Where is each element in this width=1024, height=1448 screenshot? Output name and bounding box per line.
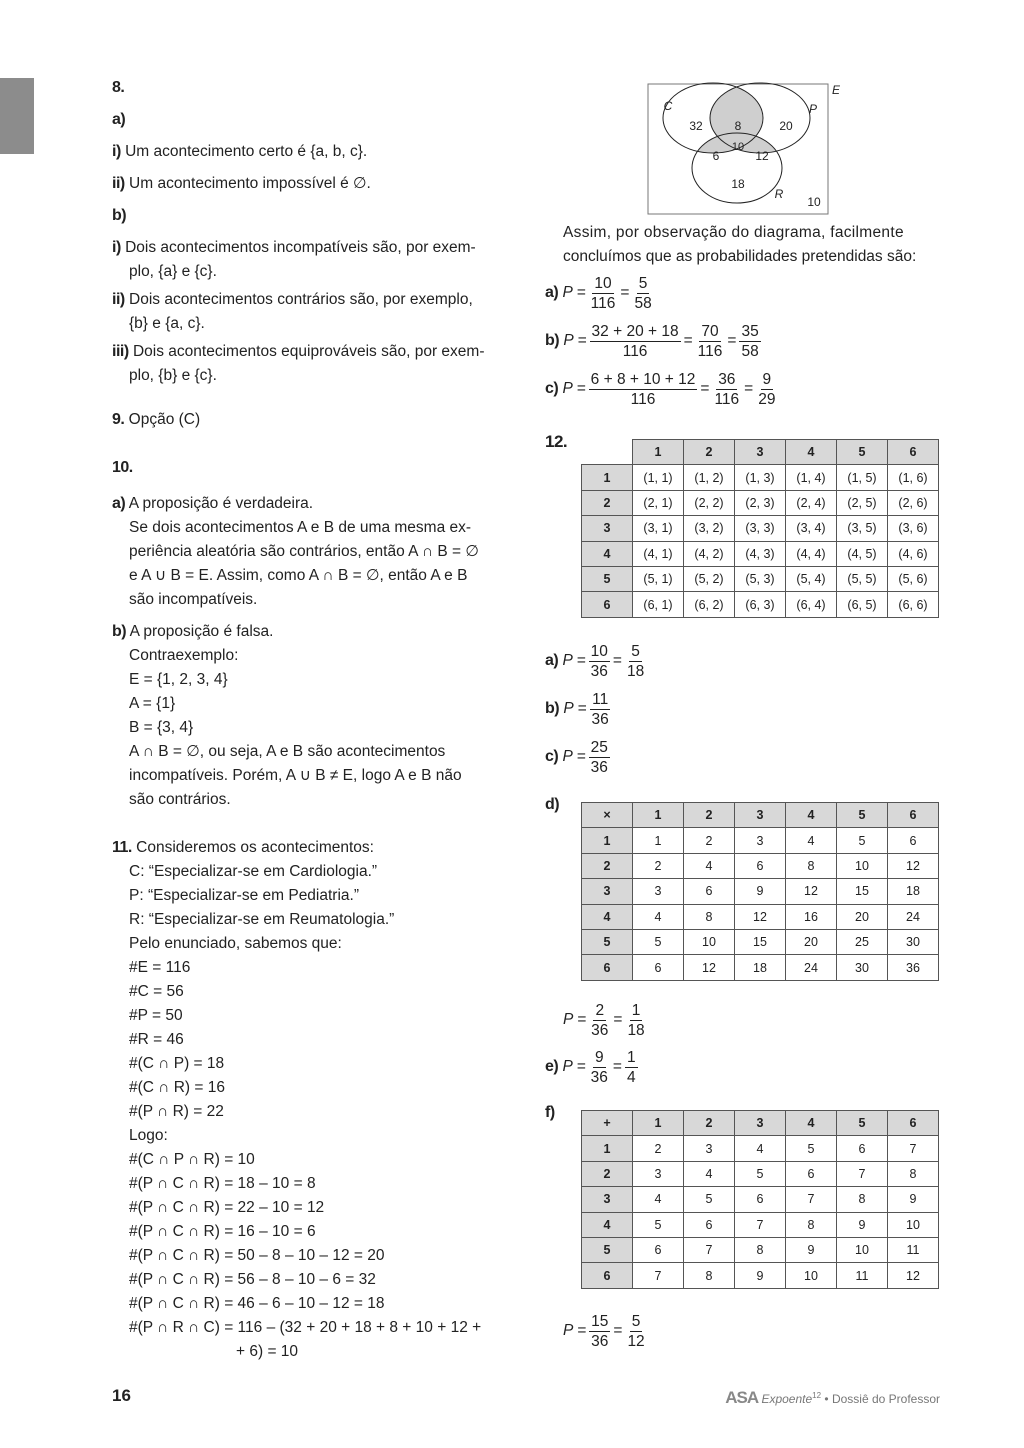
table-cell: 8 <box>786 853 837 878</box>
table-cell: (1, 2) <box>684 465 735 490</box>
table-cell: 3 <box>633 1161 684 1186</box>
table-row <box>582 1237 939 1262</box>
table-row <box>582 929 939 954</box>
q9: 9. Opção (C) <box>112 411 201 428</box>
table-cell: 24 <box>786 955 837 980</box>
table-header-cell: 1 <box>633 1111 684 1136</box>
q11-line: #E = 116 <box>129 959 191 976</box>
q8-a-i: i) Um acontecimento certo é {a, b, c}. <box>112 143 368 160</box>
q10-b-l7: são contrários. <box>129 791 231 808</box>
table-cell: 15 <box>735 929 786 954</box>
table-cell: (6, 1) <box>633 592 684 617</box>
table-cell: (2, 6) <box>888 490 939 515</box>
q11-line: #(C ∩ R) = 16 <box>129 1079 225 1096</box>
table-cell: (1, 3) <box>735 465 786 490</box>
table-cell: (2, 4) <box>786 490 837 515</box>
table-cell: 8 <box>735 1237 786 1262</box>
q12-b: b) P = $\frac{11}{36}$ <box>545 690 609 728</box>
q10-b: b) A proposição é falsa. <box>112 623 274 640</box>
q12-e <box>545 1043 641 1091</box>
table-cell: 24 <box>888 904 939 929</box>
table-cell: 11 <box>837 1263 888 1288</box>
table-cell: 12 <box>786 879 837 904</box>
q12-c: c) P = $\frac{25}{36}$ <box>545 738 608 776</box>
table-row <box>582 1187 939 1212</box>
table-cell: (4, 6) <box>888 541 939 566</box>
table-row-header: 1 <box>582 465 633 490</box>
table-row <box>582 904 939 929</box>
table-cell: 5 <box>633 1212 684 1237</box>
table-header-cell: 3 <box>735 803 786 828</box>
q12-number: 12. <box>545 432 568 451</box>
q11-line: #(C ∩ P) = 18 <box>129 1055 225 1072</box>
q10-a: a) A proposição é verdadeira. <box>112 495 314 512</box>
table-cell: 18 <box>735 955 786 980</box>
table-cell: (6, 2) <box>684 592 735 617</box>
q11-line: C: “Especializar-se em Cardiologia.” <box>129 863 378 880</box>
q11-line: #C = 56 <box>129 983 184 1000</box>
q8-b-ii-cont: {b} e {a, c}. <box>129 315 205 332</box>
table-cell: 8 <box>684 1263 735 1288</box>
table-cell: 6 <box>735 853 786 878</box>
table-row <box>582 541 939 566</box>
table-row <box>582 516 939 541</box>
table-cell: 36 <box>888 955 939 980</box>
table-row-header: 4 <box>582 904 633 929</box>
table-row <box>582 879 939 904</box>
table-cell: 30 <box>837 955 888 980</box>
table-cell: (1, 6) <box>888 465 939 490</box>
table-cell: 11 <box>888 1237 939 1262</box>
q8-b-label: b) <box>112 207 127 224</box>
table-header-cell: 2 <box>684 440 735 465</box>
q11-line: #R = 46 <box>129 1031 184 1048</box>
table-cell: 6 <box>735 1187 786 1212</box>
table-cell: (5, 3) <box>735 566 786 591</box>
table-cell: 9 <box>735 879 786 904</box>
table-cell: 7 <box>684 1237 735 1262</box>
table-cell: 3 <box>684 1136 735 1161</box>
table-header-cell: 5 <box>837 803 888 828</box>
table-cell: 2 <box>633 853 684 878</box>
q10-b-l2: E = {1, 2, 3, 4} <box>129 671 228 688</box>
table-cell: (2, 3) <box>735 490 786 515</box>
table-cell: (6, 3) <box>735 592 786 617</box>
page-number: 16 <box>112 1386 131 1405</box>
venn-c-only: 32 <box>689 119 703 133</box>
table-corner <box>582 440 633 465</box>
q10-b-l3: A = {1} <box>129 695 176 712</box>
table-row <box>582 1136 939 1161</box>
table-cell: 9 <box>837 1212 888 1237</box>
q11-line: #P = 50 <box>129 1007 183 1024</box>
q10-b-l5: A ∩ B = ∅, ou seja, A e B são acontecimentos <box>129 743 446 760</box>
q11-complement-line: #(P ∩ C ∩ R) = 46 – 6 – 10 – 12 = 18 <box>129 1295 385 1312</box>
q8-b-iii: iii) Dois acontecimentos equiprováveis são, por exem- <box>112 343 485 360</box>
right-column <box>545 221 941 413</box>
table-cell: 10 <box>837 853 888 878</box>
table-row-header: 2 <box>582 1161 633 1186</box>
table-cell: 12 <box>888 1263 939 1288</box>
prob-a: a) P = $\frac{10}{116}$ = $\frac{5}{58}$ <box>545 274 652 312</box>
table-row <box>582 566 939 591</box>
table-row-header: 2 <box>582 490 633 515</box>
table-row-header: 5 <box>582 929 633 954</box>
table-header-cell: 3 <box>735 1111 786 1136</box>
table-cell: (2, 5) <box>837 490 888 515</box>
table-header-cell: 1 <box>633 440 684 465</box>
left-column <box>112 76 508 1364</box>
table-cell: 4 <box>786 828 837 853</box>
table-header-cell: × <box>582 803 633 828</box>
table-cell: 4 <box>735 1136 786 1161</box>
table-cell: 3 <box>735 828 786 853</box>
prob-b: b) P = $\frac{32 + 20 + 18}{116}$ = $\frac{70}{116}$ = $\frac{35}{58}$ <box>545 322 759 360</box>
table-cell: (6, 4) <box>786 592 837 617</box>
venn-pr: 12 <box>755 149 769 163</box>
q12-abc <box>545 637 649 781</box>
table-cell: 6 <box>633 955 684 980</box>
table-cell: (1, 5) <box>837 465 888 490</box>
q8-a-label: a) <box>112 111 126 128</box>
q10-b-l1: Contraexemplo: <box>129 647 239 664</box>
table-header-cell: 6 <box>888 803 939 828</box>
table-row-header: 6 <box>582 592 633 617</box>
table-cell: 5 <box>786 1136 837 1161</box>
q12-f-prob: P = $\frac{15}{36}$ = $\frac{5}{12}$ <box>563 1312 645 1350</box>
table-cell: 4 <box>633 904 684 929</box>
table-row <box>582 465 939 490</box>
table-row-header: 6 <box>582 955 633 980</box>
q12-d-prob: P = $\frac{2}{36}$ = $\frac{1}{18}$ <box>563 1001 645 1039</box>
table-cell: (5, 6) <box>888 566 939 591</box>
table-row <box>582 853 939 878</box>
q11-last: + 6) = 10 <box>236 1343 299 1360</box>
table-cell: 4 <box>684 1161 735 1186</box>
table-cell: (3, 2) <box>684 516 735 541</box>
table-header-cell: 6 <box>888 440 939 465</box>
table-header-cell: 5 <box>837 440 888 465</box>
table-row-header: 2 <box>582 853 633 878</box>
table-row-header: 1 <box>582 828 633 853</box>
table-cell: 8 <box>786 1212 837 1237</box>
table-cell: 6 <box>888 828 939 853</box>
table-cell: 5 <box>837 828 888 853</box>
q11-intro: 11. Consideremos os acontecimentos: <box>112 839 374 856</box>
q11-line: Pelo enunciado, sabemos que: <box>129 935 342 952</box>
q11-complement-line: #(P ∩ C ∩ R) = 56 – 8 – 10 – 6 = 32 <box>129 1271 376 1288</box>
intro-line-1: Assim, por observação do diagrama, facilmente <box>563 224 904 241</box>
q12-d-label: d) <box>545 796 560 813</box>
table-row <box>582 592 939 617</box>
q8-b-iii-cont: plo, {b} e {c}. <box>129 367 217 384</box>
table-row-header: 6 <box>582 1263 633 1288</box>
table-cell: 2 <box>684 828 735 853</box>
table-cell: 10 <box>888 1212 939 1237</box>
table-row <box>582 1212 939 1237</box>
table-row-header: 3 <box>582 1187 633 1212</box>
table-cell: 5 <box>633 929 684 954</box>
table-cell: (2, 2) <box>684 490 735 515</box>
table-cell: 12 <box>735 904 786 929</box>
table-cell: (5, 1) <box>633 566 684 591</box>
sum-table <box>581 1110 939 1289</box>
venn-outside: 10 <box>807 195 821 209</box>
q11-line: #(C ∩ P ∩ R) = 10 <box>129 1151 255 1168</box>
q10-a-l4: são incompatíveis. <box>129 591 258 608</box>
table-cell: (6, 5) <box>837 592 888 617</box>
table-header-cell: + <box>582 1111 633 1136</box>
table-cell: 4 <box>633 1187 684 1212</box>
venn-label-c: C <box>663 99 673 113</box>
table-cell: 9 <box>735 1263 786 1288</box>
table-cell: 7 <box>837 1161 888 1186</box>
table-cell: 15 <box>837 879 888 904</box>
venn-label-r: R <box>774 187 784 201</box>
table-cell: (3, 1) <box>633 516 684 541</box>
table-cell: (5, 2) <box>684 566 735 591</box>
table-cell: 7 <box>735 1212 786 1237</box>
q10-a-l1: Se dois acontecimentos A e B de uma mesma ex- <box>129 519 472 536</box>
table-row <box>582 828 939 853</box>
table-cell: (3, 6) <box>888 516 939 541</box>
table-cell: 10 <box>684 929 735 954</box>
q12-e-prob: e) P = $\frac{9}{36}$ = $\frac{1}{4}$ <box>545 1048 636 1086</box>
q8-a-ii: ii) Um acontecimento impossível é ∅. <box>112 175 371 192</box>
q10-number: 10. <box>112 459 133 476</box>
table-cell: 7 <box>786 1187 837 1212</box>
table-header-cell: 3 <box>735 440 786 465</box>
table-header-cell: 4 <box>786 803 837 828</box>
table-cell: 5 <box>735 1161 786 1186</box>
table-header-cell: 5 <box>837 1111 888 1136</box>
table-header-cell: 6 <box>888 1111 939 1136</box>
q11-complement-line: #(P ∩ R ∩ C) = 116 – (32 + 20 + 18 + 8 + 10 + 12 + <box>129 1319 482 1336</box>
table-cell: (4, 4) <box>786 541 837 566</box>
table-cell: 10 <box>786 1263 837 1288</box>
q12-f <box>563 1307 650 1355</box>
table-cell: 6 <box>786 1161 837 1186</box>
footer-brand: ASA Expoente$^{12}$ • Dossiê do Professor <box>725 1388 940 1407</box>
table-row <box>582 1263 939 1288</box>
table-header-cell: 1 <box>633 803 684 828</box>
table-cell: 9 <box>786 1237 837 1262</box>
prob-c: c) P = $\frac{6 + 8 + 10 + 12}{116}$ = $\frac{36}{116}$ = $\frac{9}{29}$ <box>545 370 776 408</box>
venn-cpr: 10 <box>731 141 745 153</box>
table-cell: 6 <box>684 1212 735 1237</box>
table-cell: (4, 1) <box>633 541 684 566</box>
venn-label-p: P <box>808 102 818 116</box>
q11-lines <box>112 860 508 1340</box>
table-header-row <box>582 803 939 828</box>
q11-complement-line: #(P ∩ C ∩ R) = 22 – 10 = 12 <box>129 1199 325 1216</box>
table-header-cell: 4 <box>786 440 837 465</box>
table-cell: 30 <box>888 929 939 954</box>
table-cell: (3, 3) <box>735 516 786 541</box>
product-table <box>581 802 939 981</box>
table-row-header: 4 <box>582 541 633 566</box>
q12-a: a) P = $\frac{10}{36}$ = $\frac{5}{18}$ <box>545 642 645 680</box>
table-cell: 7 <box>888 1136 939 1161</box>
q11-line: P: “Especializar-se em Pediatria.” <box>129 887 359 904</box>
table-cell: (4, 5) <box>837 541 888 566</box>
table-header-cell: 4 <box>786 1111 837 1136</box>
table-cell: 5 <box>684 1187 735 1212</box>
table-cell: 8 <box>888 1161 939 1186</box>
venn-diagram <box>640 80 840 220</box>
venn-cp: 8 <box>734 119 742 133</box>
table-row <box>582 955 939 980</box>
table-row-header: 3 <box>582 516 633 541</box>
section-tab <box>0 78 34 154</box>
q12-f-label: f) <box>545 1104 555 1121</box>
q12-d <box>563 996 650 1044</box>
q8-b-i-cont: plo, {a} e {c}. <box>129 263 217 280</box>
table-cell: 6 <box>837 1136 888 1161</box>
table-cell: (6, 6) <box>888 592 939 617</box>
table-cell: 2 <box>633 1136 684 1161</box>
table-cell: (5, 4) <box>786 566 837 591</box>
table-cell: 6 <box>633 1237 684 1262</box>
venn-p-only: 20 <box>779 119 793 133</box>
q11-line: #(P ∩ R) = 22 <box>129 1103 224 1120</box>
table-header-row <box>582 1111 939 1136</box>
table-cell: (4, 2) <box>684 541 735 566</box>
q10-b-l4: B = {3, 4} <box>129 719 194 736</box>
q11-complement-line: #(P ∩ C ∩ R) = 18 – 10 = 8 <box>129 1175 316 1192</box>
q8-b-i: i) Dois acontecimentos incompatíveis são, por exem- <box>112 239 476 256</box>
table-cell: (1, 4) <box>786 465 837 490</box>
table-cell: (5, 5) <box>837 566 888 591</box>
table-cell: (1, 1) <box>633 465 684 490</box>
table-header-cell: 2 <box>684 803 735 828</box>
table-header-cell: 2 <box>684 1111 735 1136</box>
intro-line-2: concluímos que as probabilidades pretendidas são: <box>563 248 917 265</box>
q11-complement-line: #(P ∩ C ∩ R) = 16 – 10 = 6 <box>129 1223 316 1240</box>
table-cell: (4, 3) <box>735 541 786 566</box>
table-cell: 10 <box>837 1237 888 1262</box>
table-header-row <box>582 440 939 465</box>
table-cell: 25 <box>837 929 888 954</box>
table-row <box>582 490 939 515</box>
table-cell: 1 <box>633 828 684 853</box>
table-row <box>582 1161 939 1186</box>
table-cell: 20 <box>837 904 888 929</box>
q10-a-l3: e A ∪ B = E. Assim, como A ∩ B = ∅, então A e B <box>129 567 468 584</box>
table-cell: (3, 4) <box>786 516 837 541</box>
table-cell: 12 <box>684 955 735 980</box>
table-row-header: 1 <box>582 1136 633 1161</box>
q8-number: 8. <box>112 79 125 96</box>
table-row-header: 3 <box>582 879 633 904</box>
venn-label-e: E <box>831 83 840 97</box>
table-row-header: 4 <box>582 1212 633 1237</box>
q10-a-l2: periência aleatória são contrários, então A ∩ B = ∅ <box>129 543 479 560</box>
q11-complement-line: #(P ∩ C ∩ R) = 50 – 8 – 10 – 12 = 20 <box>129 1247 385 1264</box>
table-cell: (2, 1) <box>633 490 684 515</box>
table-cell: 9 <box>888 1187 939 1212</box>
table-cell: 7 <box>633 1263 684 1288</box>
table-cell: 6 <box>684 879 735 904</box>
outcomes-table <box>581 439 939 618</box>
table-cell: 16 <box>786 904 837 929</box>
q11-line: Logo: <box>129 1127 168 1144</box>
venn-r-only: 18 <box>731 177 745 191</box>
table-row-header: 5 <box>582 566 633 591</box>
table-cell: 20 <box>786 929 837 954</box>
q8-b-ii: ii) Dois acontecimentos contrários são, por exemplo, <box>112 291 473 308</box>
venn-cr: 6 <box>712 149 720 163</box>
table-cell: 8 <box>837 1187 888 1212</box>
q10-b-l6: incompatíveis. Porém, A ∪ B ≠ E, logo A e B não <box>129 767 462 784</box>
q11-line: R: “Especializar-se em Reumatologia.” <box>129 911 395 928</box>
table-cell: (3, 5) <box>837 516 888 541</box>
table-cell: 4 <box>684 853 735 878</box>
table-row-header: 5 <box>582 1237 633 1262</box>
table-cell: 12 <box>888 853 939 878</box>
table-cell: 18 <box>888 879 939 904</box>
table-cell: 3 <box>633 879 684 904</box>
table-cell: 8 <box>684 904 735 929</box>
